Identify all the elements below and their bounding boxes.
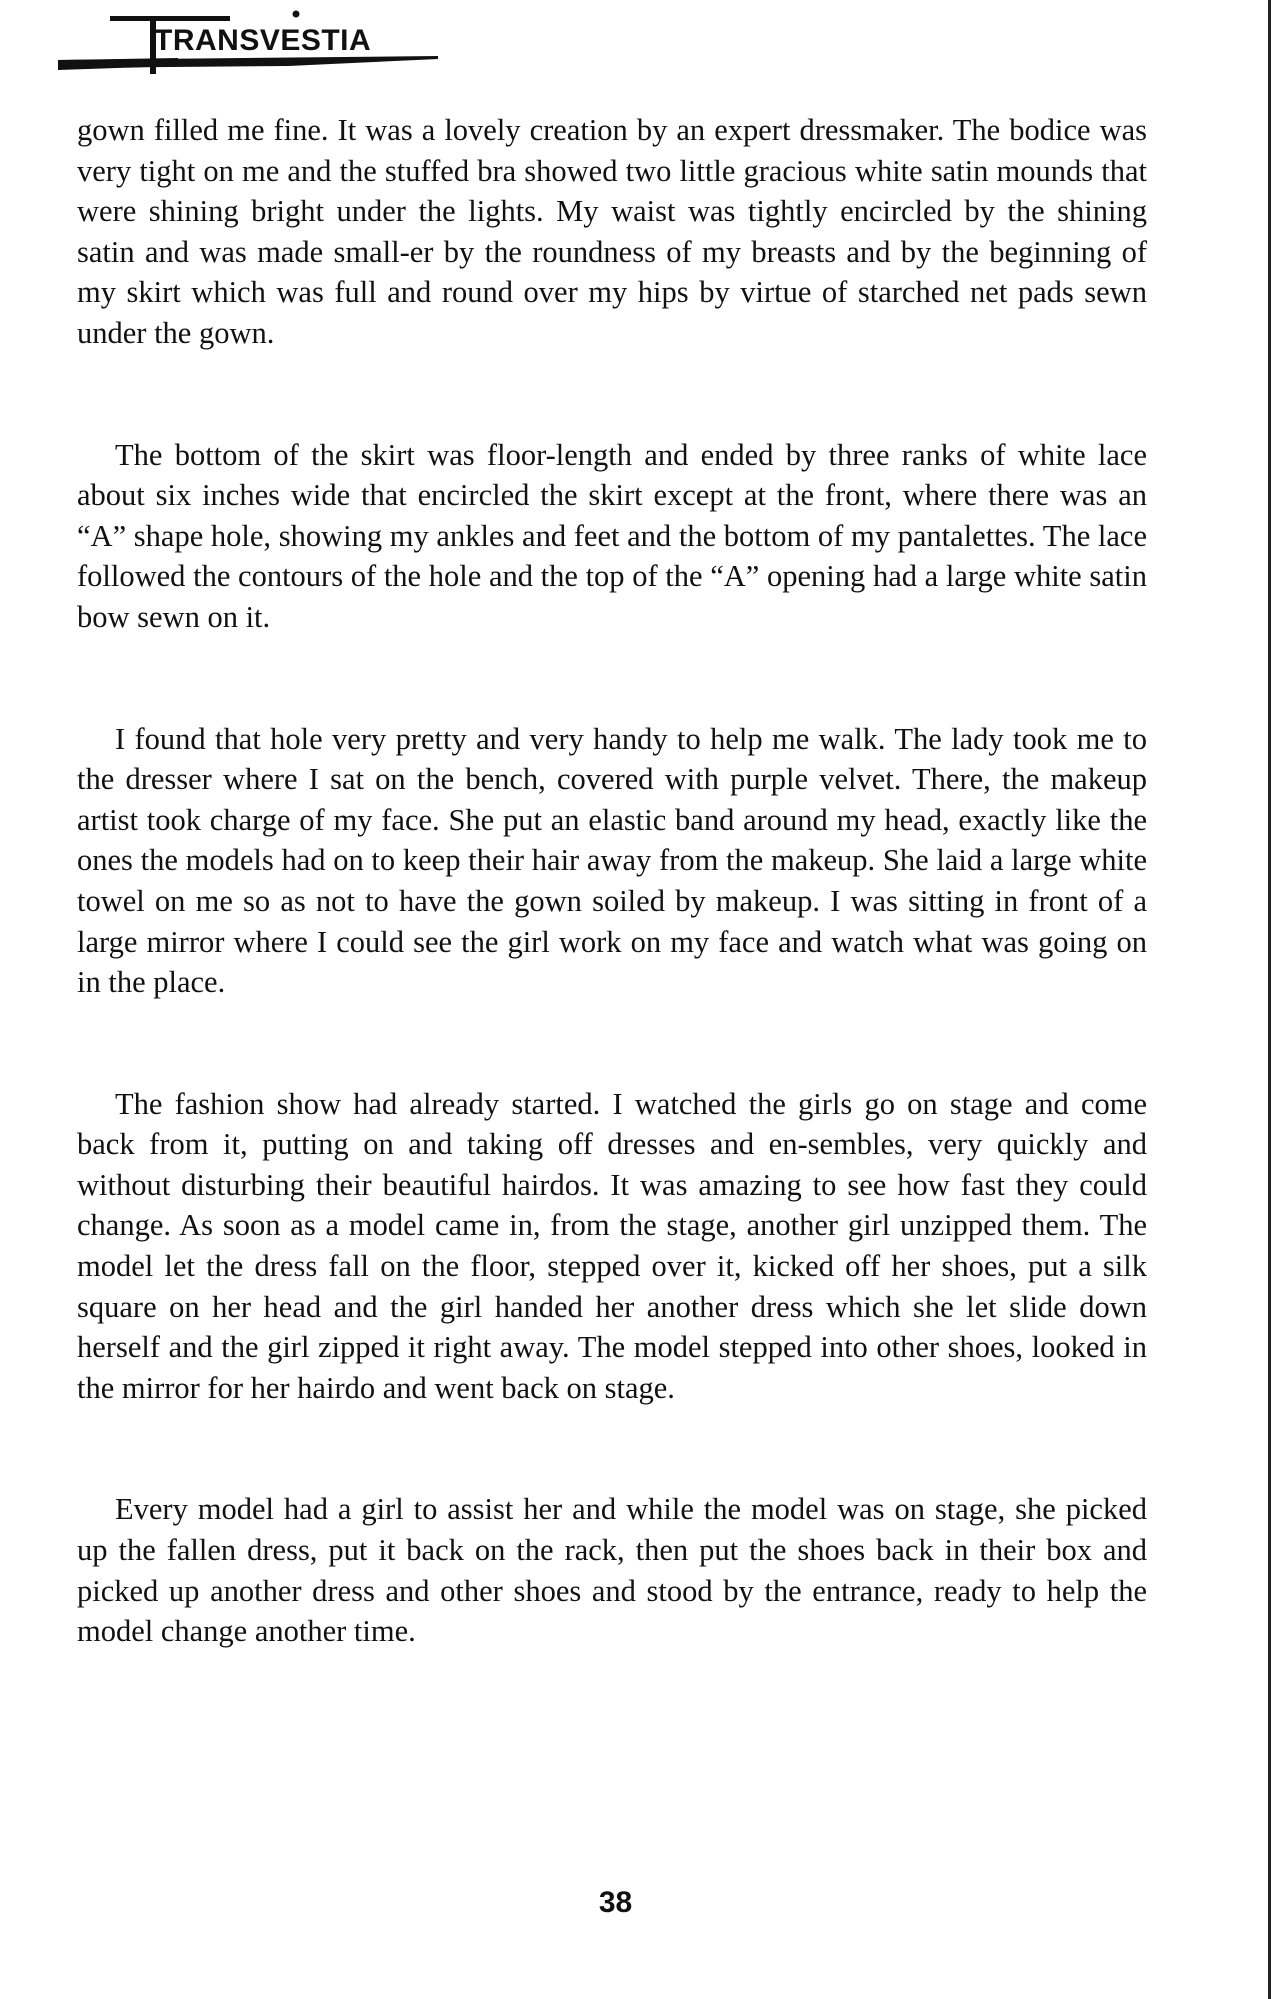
body-text: [77, 110, 1147, 1733]
paragraph-3: I found that hole very pretty and very handy to help me walk. The lady took me to the dresser where I sat on the bench, covered with purple velvet. There, the makeup artist took charge of my face. She put an elastic band around my head, exactly like the ones the models had on to keep their hair away from the makeup. She laid a large white towel on me so as not to have the gown soiled by makeup. I was sitting in front of a large mirror where I could see the girl work on my face and watch what was going on in the place.: [77, 721, 1147, 1000]
paragraph-1: gown filled me fine. It was a lovely creation by an expert dressmaker. The bodice was very tight on me and the stuffed bra showed two little gracious white satin mounds that were shining bright under the lights. My waist was tightly encircled by the shining satin and was made small-er by the roundness of my breasts and by the beginning of my skirt which was full and round over my hips by virtue of starched net pads sewn under the gown.: [77, 113, 1147, 350]
header-title: TRANSVESTIA: [154, 24, 372, 57]
paragraph-5: Every model had a girl to assist her and while the model was on stage, she picked up the fallen dress, put it back on the rack, then put the shoes back in their box and picked up another dress and other shoes and stood by the entrance, ready to help the model change another time.: [77, 1492, 1147, 1649]
running-header: [58, 10, 448, 86]
page-number: 38: [598, 1886, 633, 1919]
paragraph-4: The fashion show had already started. I watched the girls go on stage and come back from it, putting on and taking off dresses and en-sembles, very quickly and without disturbing their beautiful hairdos. It was amazing to see how fast they could change. As soon as a model came in, from the stage, another girl unzipped them. The model let the dress fall on the floor, stepped over it, kicked off her shoes, put a silk square on her head and the girl handed her another dress which she let slide down herself and the girl zipped it right away. The model stepped into other shoes, looked in the mirror for her hairdo and went back on stage.: [77, 1086, 1147, 1405]
paragraph-2: The bottom of the skirt was floor-length and ended by three ranks of white lace about six inches wide that encircled the skirt except at the front, where there was an “A” shape hole, showing my ankles and feet and the bottom of my pantalettes. The lace followed the contours of the hole and the top of the “A” opening had a large white satin bow sewn on it.: [77, 437, 1147, 634]
